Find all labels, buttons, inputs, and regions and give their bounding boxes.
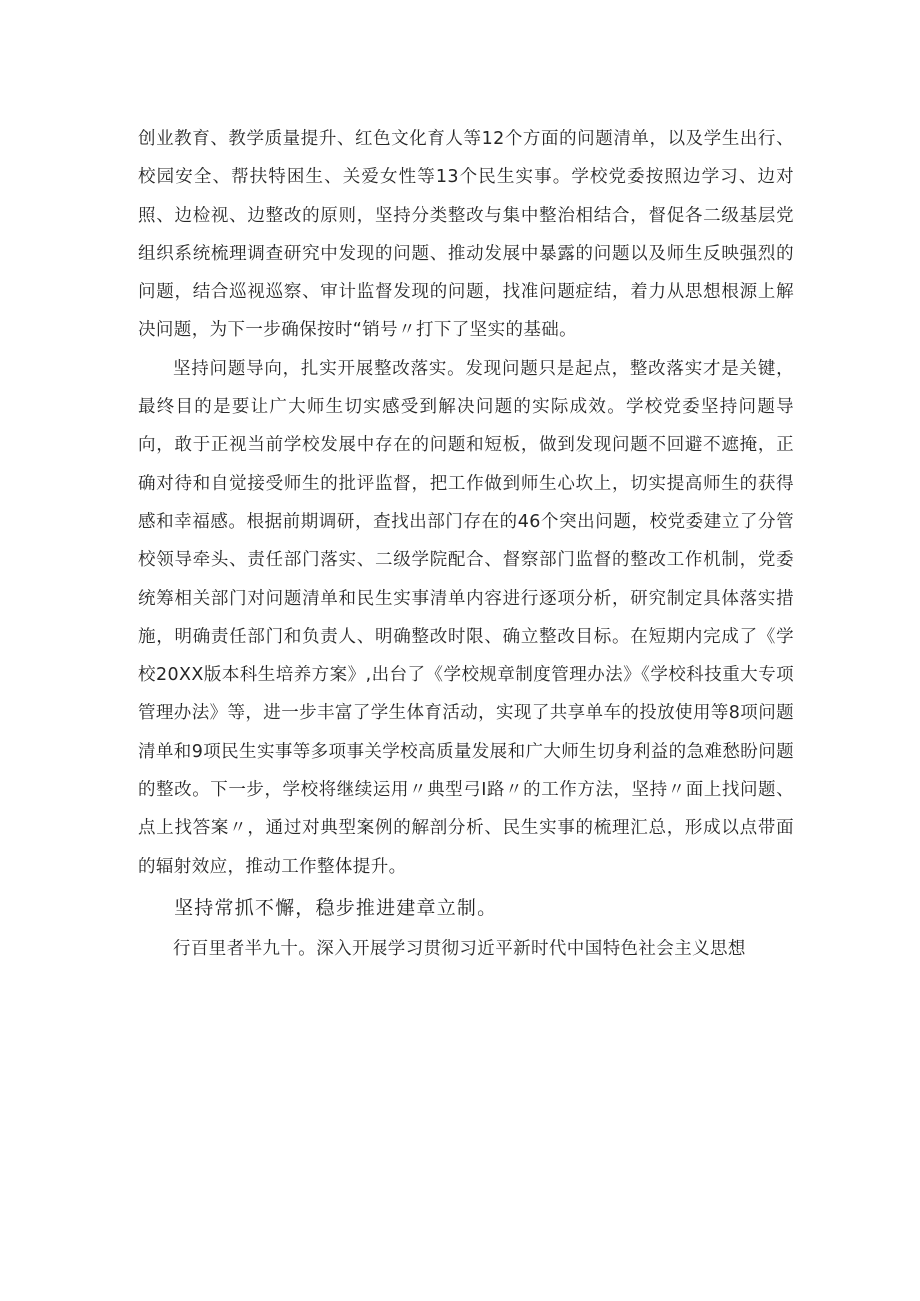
- paragraph-rectification: 坚持问题导向，扎实开展整改落实。发现问题只是起点，整改落实才是关键，最终目的是要让广大师生切实感受到解决问题的实际成效。学校党委坚持问题导向，敢于正视当前学校发展中存在的问题和短板，做到发现问题不回避不遮掩，正确对待和自觉接受师生的批评监督，把工作做到师生心坎上，切实提高师生的获得感和幸福感。根据前期调研，查找出部门存在的46个突出问题，校党委建立了分管校领导牵头、责任部门落实、二级学院配合、督察部门监督的整改工作机制，党委统筹相关部门对问题清单和民生实事清单内容进行逐项分析，研究制定具体落实措施，明确责任部门和负责人、明确整改时限、确立整改目标。在短期内完成了《学校20XX版本科生培养方案》,出台了《学校规章制度管理办法》《学校科技重大专项管理办法》等，进一步丰富了学生体育活动，实现了共享单车的投放使用等8项问题清单和9项民生实事等多项事关学校高质量发展和广大师生切身利益的急难愁盼问题的整改。下一步，学校将继续运用〃典型弓I路〃的工作方法，坚持〃面上找问题、点上找答案〃，通过对典型案例的解剖分析、民生实事的梳理汇总，形成以点带面的辐射效应，推动工作整体提升。: [138, 358, 794, 877]
- section-heading: 坚持常抓不懈，稳步推进建章立制。: [174, 896, 498, 919]
- paragraph-continuation: 创业教育、教学质量提升、红色文化育人等12个方面的问题清单，以及学生出行、校园安全、帮扶特困生、关爱女性等13个民生实事。学校党委按照边学习、边对照、边检视、边整改的原则，坚持分类整改与集中整治相结合，督促各二级基层党组织系统梳理调查研究中发现的问题、推动发展中暴露的问题以及师生反映强烈的问题，结合巡视巡察、审计监督发现的问题，找准问题症结，着力从思想根源上解决问题，为下一步确保按时“销号〃打下了坚实的基础。: [138, 129, 794, 341]
- document-body: [138, 120, 794, 968]
- paragraph-persistence: 行百里者半九十。深入开展学习贯彻习近平新时代中国特色社会主义思想: [173, 938, 746, 959]
